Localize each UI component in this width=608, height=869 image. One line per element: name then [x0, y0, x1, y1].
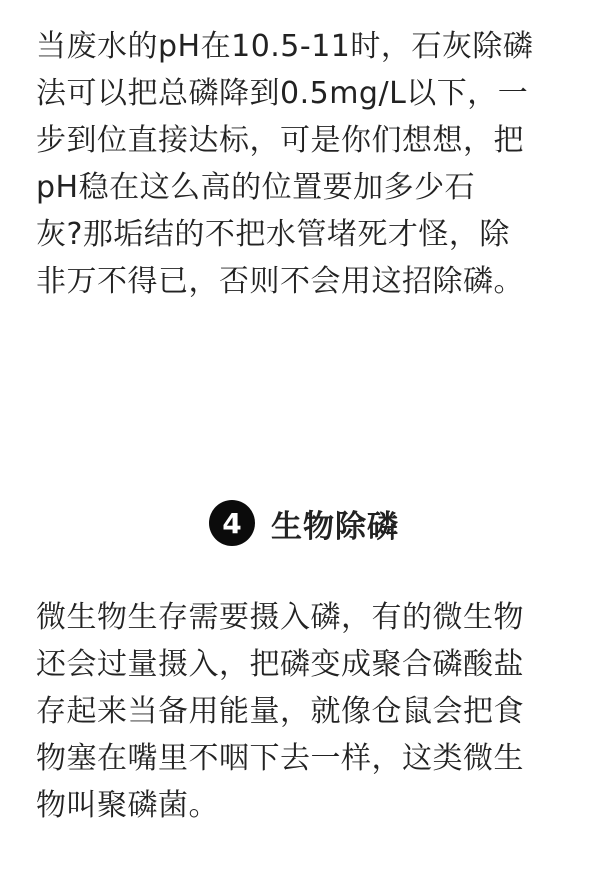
paragraph-line: 非万不得已，否则不会用这招除磷。: [36, 264, 524, 299]
section-body-paragraph: [36, 594, 576, 829]
section-title: 生物除磷: [271, 508, 399, 545]
paragraph-line: pH稳在这么高的位置要加多少石: [36, 170, 476, 205]
paragraph-line: 法可以把总磷降到0.5mg/L以下，一: [36, 76, 529, 111]
paragraph-line: 微生物生存需要摄入磷，有的微生物: [36, 600, 524, 635]
section-number-badge: 4: [209, 500, 255, 546]
intro-paragraph: [36, 23, 576, 305]
paragraph-line: 存起来当备用能量，就像仓鼠会把食: [36, 694, 524, 729]
paragraph-line: 物塞在嘴里不咽下去一样，这类微生: [36, 741, 524, 776]
paragraph-line: 步到位直接达标，可是你们想想，把: [36, 123, 524, 158]
paragraph-line: 还会过量摄入，把磷变成聚合磷酸盐: [36, 647, 524, 682]
section-heading: [0, 500, 608, 546]
paragraph-line: 当废水的pH在10.5-11时，石灰除磷: [36, 29, 534, 64]
paragraph-line: 灰?那垢结的不把水管堵死才怪，除: [36, 217, 510, 252]
paragraph-line: 物叫聚磷菌。: [36, 788, 219, 823]
